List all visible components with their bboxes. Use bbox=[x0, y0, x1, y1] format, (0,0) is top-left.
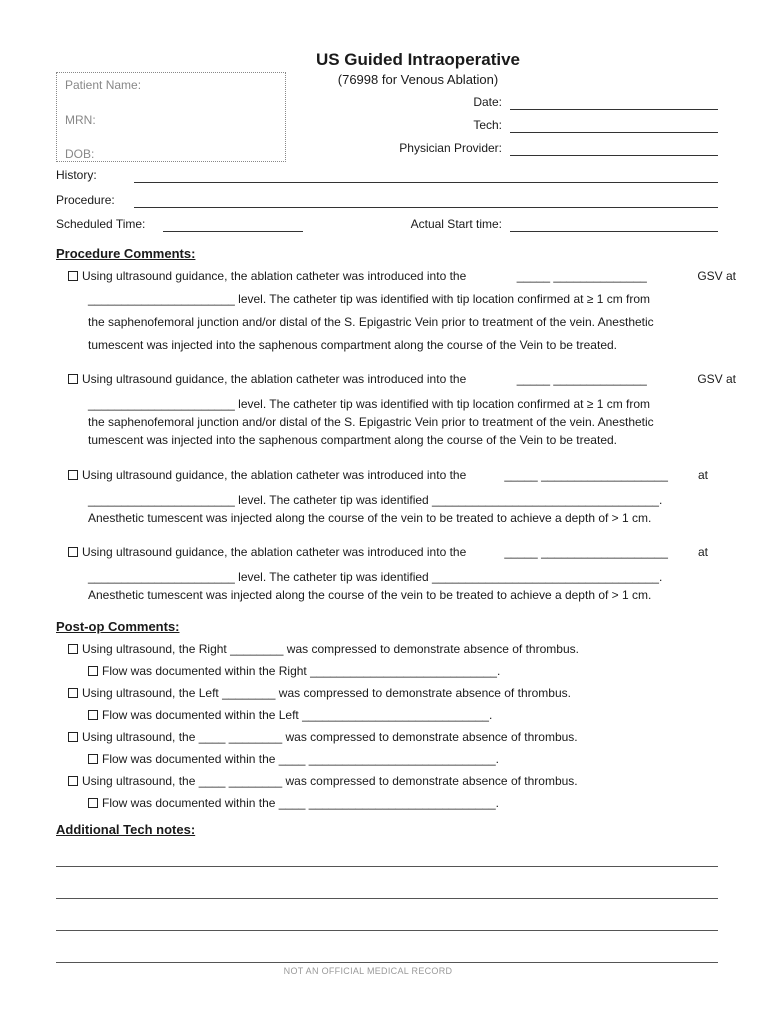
postop-item-3: Using ultrasound, the ____ ________ was compressed to demonstrate absence of thrombus. Flow was documented within the ____ ____________________________. bbox=[68, 726, 578, 770]
tech-notes-line[interactable] bbox=[56, 962, 718, 963]
tech-notes-heading: Additional Tech notes: bbox=[56, 822, 196, 837]
dob-label: DOB: bbox=[65, 147, 95, 161]
patient-name-label: Patient Name: bbox=[65, 78, 142, 92]
patient-info-box bbox=[56, 72, 286, 162]
checkbox[interactable] bbox=[68, 644, 78, 654]
procedure-label: Procedure: bbox=[56, 193, 115, 207]
history-field[interactable] bbox=[134, 182, 718, 183]
checkbox[interactable] bbox=[88, 754, 98, 764]
physician-label: Physician Provider: bbox=[399, 141, 502, 155]
checkbox[interactable] bbox=[88, 710, 98, 720]
procedure-comments-heading: Procedure Comments: bbox=[56, 246, 196, 261]
scheduled-time-field[interactable] bbox=[163, 231, 303, 232]
checkbox[interactable] bbox=[68, 776, 78, 786]
mrn-label: MRN: bbox=[65, 113, 96, 127]
postop-item-2: Using ultrasound, the Left ________ was compressed to demonstrate absence of thrombus. Flow was documented within the Left ____________________________. bbox=[68, 682, 571, 726]
checkbox[interactable] bbox=[68, 271, 78, 281]
page-subtitle: (76998 for Venous Ablation) bbox=[337, 72, 499, 87]
date-label: Date: bbox=[473, 95, 502, 109]
checkbox[interactable] bbox=[88, 666, 98, 676]
date-field[interactable] bbox=[510, 109, 718, 110]
actual-start-field[interactable] bbox=[510, 231, 718, 232]
page-title: US Guided Intraoperative bbox=[315, 50, 521, 69]
tech-label: Tech: bbox=[473, 118, 502, 132]
checkbox[interactable] bbox=[88, 798, 98, 808]
tech-notes-line[interactable] bbox=[56, 930, 718, 931]
procedure-comment-4: Using ultrasound guidance, the ablation catheter was introduced into the _____ ___________________ at ______________________ level. The catheter tip was identified __________________________________. Anesthetic tumescent was injected along the course of the vein to be treated to achieve a depth of > 1 cm. bbox=[68, 542, 748, 604]
checkbox[interactable] bbox=[68, 688, 78, 698]
checkbox[interactable] bbox=[68, 732, 78, 742]
footer-disclaimer: NOT AN OFFICIAL MEDICAL RECORD bbox=[283, 966, 453, 976]
postop-item-1: Using ultrasound, the Right ________ was compressed to demonstrate absence of thrombus. Flow was documented within the Right ____________________________. bbox=[68, 638, 579, 682]
checkbox[interactable] bbox=[68, 470, 78, 480]
tech-notes-line[interactable] bbox=[56, 866, 718, 867]
postop-comments-heading: Post-op Comments: bbox=[56, 619, 180, 634]
scheduled-time-label: Scheduled Time: bbox=[56, 217, 146, 231]
checkbox[interactable] bbox=[68, 374, 78, 384]
postop-item-4: Using ultrasound, the ____ ________ was compressed to demonstrate absence of thrombus. Flow was documented within the ____ ____________________________. bbox=[68, 770, 578, 814]
checkbox[interactable] bbox=[68, 547, 78, 557]
procedure-comment-3: Using ultrasound guidance, the ablation catheter was introduced into the _____ ___________________ at ______________________ level. The catheter tip was identified __________________________________. Anesthetic tumescent was injected along the course of the vein to be treated to achieve a depth of > 1 cm. bbox=[68, 465, 748, 527]
history-label: History: bbox=[56, 168, 97, 182]
actual-start-label: Actual Start time: bbox=[410, 217, 502, 231]
procedure-field[interactable] bbox=[134, 207, 718, 208]
physician-field[interactable] bbox=[510, 155, 718, 156]
tech-field[interactable] bbox=[510, 132, 718, 133]
procedure-comment-2: Using ultrasound guidance, the ablation catheter was introduced into the _____ ______________ GSV at ______________________ level. The catheter tip was identified with tip location confirmed at ≥ 1 cm from the saphenofemoral junction and/or distal of the S. Epigastric Vein prior to treatment of the vein. Anesthetic tumescent was injected into the saphenous compartment along the course of the Vein to be treated. bbox=[68, 369, 748, 449]
tech-notes-line[interactable] bbox=[56, 898, 718, 899]
procedure-comment-1: Using ultrasound guidance, the ablation catheter was introduced into the _____ ______________ GSV at ______________________ level. The catheter tip was identified with tip location confirmed at ≥ 1 cm from the saphenofemoral junction and/or distal of the S. Epigastric Vein prior to treatment of the vein. Anesthetic tumescent was injected into the saphenous compartment along the course of the Vein to be treated. bbox=[68, 265, 748, 357]
